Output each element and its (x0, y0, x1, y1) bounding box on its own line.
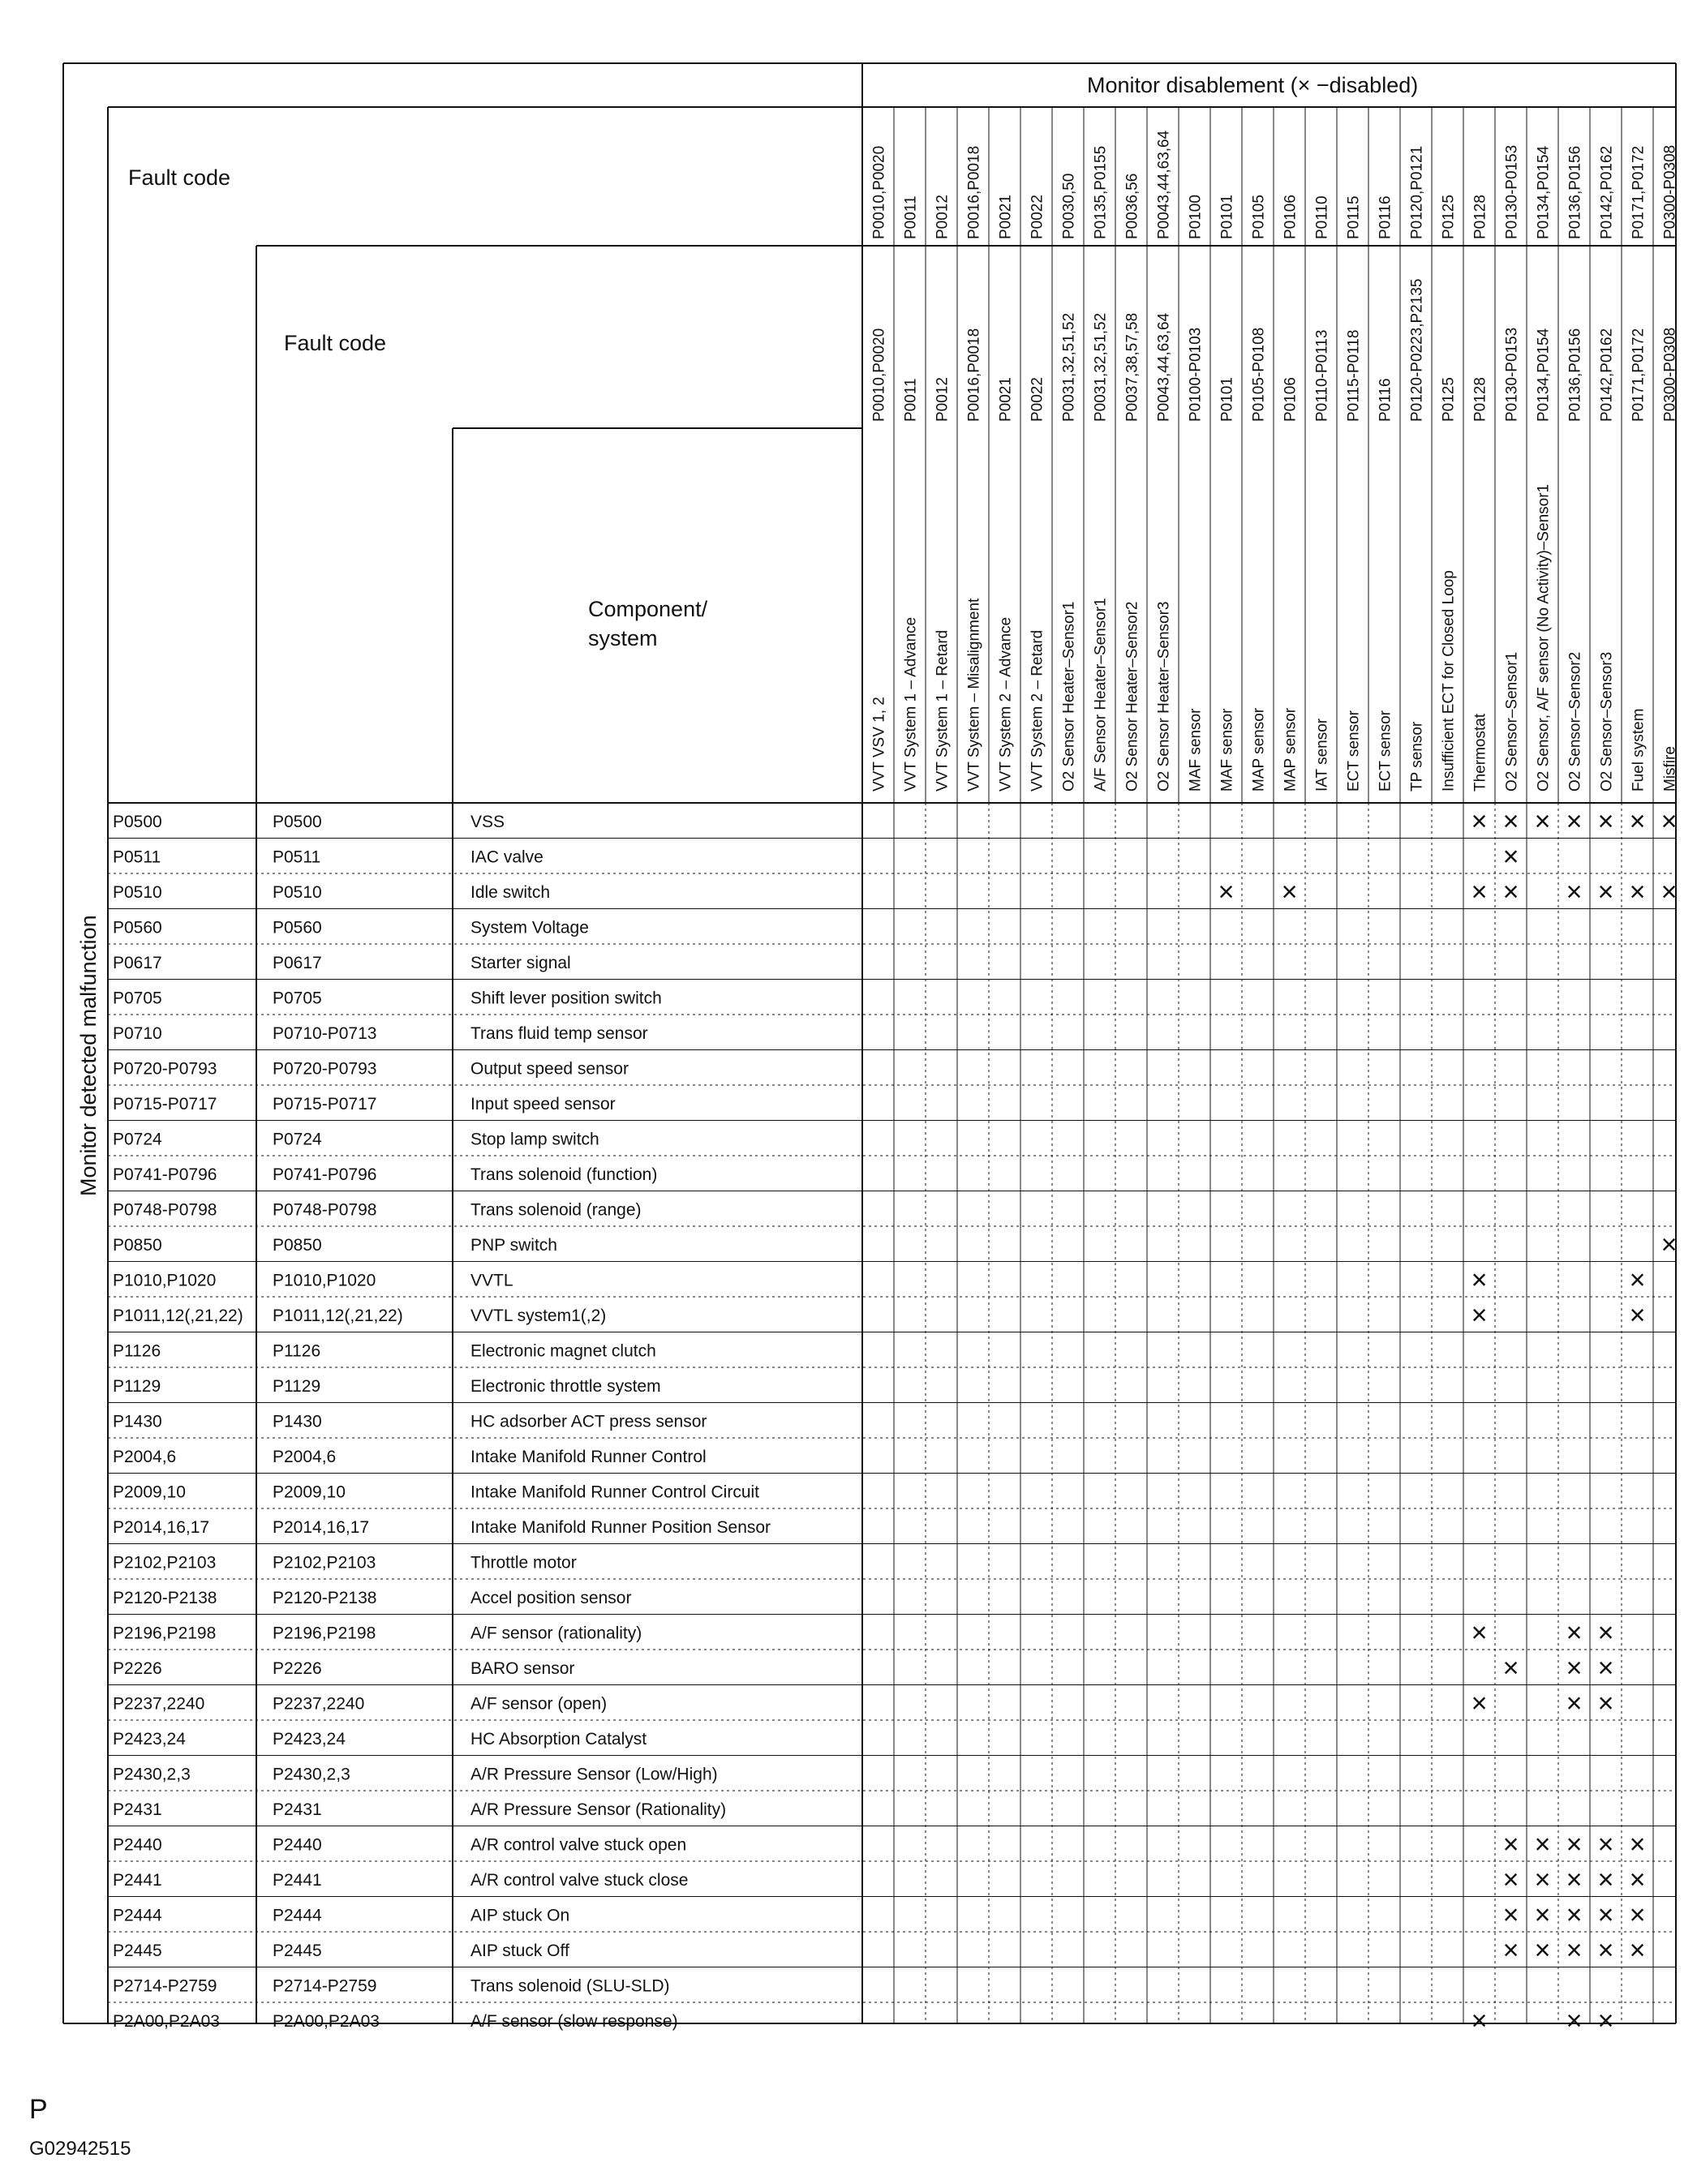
table-row (113, 813, 505, 831)
column-code-top: P0105 (1250, 195, 1268, 239)
disable-mark: × (1566, 2005, 1583, 2036)
component-system-line1: Component/ (588, 597, 708, 621)
row-fault-code-detail: P0710-P0713 (273, 1023, 377, 1043)
column-component: Thermostat (1471, 713, 1489, 792)
row-fault-code-detail: P1430 (273, 1412, 322, 1431)
row-component: Trans solenoid (range) (470, 1200, 642, 1220)
figure-id: G02942515 (29, 2138, 131, 2160)
row-component: AIP stuck Off (470, 1941, 569, 1960)
table-row (113, 1835, 686, 1854)
disable-mark: × (1597, 1899, 1614, 1931)
column-code-mid: P0300-P0308 (1661, 327, 1679, 422)
column-code-top: P0128 (1471, 195, 1489, 239)
disable-mark: × (1597, 1617, 1614, 1649)
row-component: Intake Manifold Runner Position Sensor (470, 1517, 771, 1537)
disable-mark: × (1629, 805, 1646, 837)
disable-mark: × (1281, 876, 1298, 907)
column-code-mid: P0037,38,57,58 (1123, 312, 1141, 422)
row-fault-code: P0741-P0796 (113, 1165, 217, 1184)
column-code-top: P0016,P0018 (965, 145, 983, 239)
row-fault-code-detail: P2445 (273, 1941, 322, 1960)
column-component: MAP sensor (1282, 707, 1300, 792)
disable-mark: × (1597, 876, 1614, 907)
row-component: PNP switch (470, 1235, 557, 1255)
row-fault-code: P2430,2,3 (113, 1765, 191, 1784)
column-code-mid: P0101 (1218, 377, 1236, 422)
row-fault-code: P2445 (113, 1941, 162, 1960)
row-fault-code-detail: P1010,P1020 (273, 1271, 376, 1290)
column-code-mid: P0130-P0153 (1503, 327, 1521, 422)
column-code-mid: P0100-P0103 (1187, 327, 1205, 422)
row-fault-code-detail: P2014,16,17 (273, 1517, 370, 1537)
column-code-mid: P0010,P0020 (870, 328, 888, 422)
row-component: HC Absorption Catalyst (470, 1729, 647, 1748)
disable-mark: × (1597, 1688, 1614, 1719)
row-component: Trans solenoid (SLU-SLD) (470, 1976, 670, 1996)
disable-mark: × (1502, 876, 1519, 907)
disable-mark: × (1566, 1864, 1583, 1895)
row-component: A/F sensor (rationality) (470, 1624, 642, 1643)
row-component: VVTL system1(,2) (470, 1306, 607, 1325)
footer-letter: P (29, 2094, 48, 2125)
component-system-heading (588, 597, 714, 650)
column-component: O2 Sensor, A/F sensor (No Activity)–Sensor1 (1535, 483, 1553, 792)
row-fault-code: P2444 (113, 1906, 162, 1925)
column-component: A/F Sensor Heater–Sensor1 (1092, 598, 1110, 792)
row-fault-code-detail: P0511 (273, 847, 321, 867)
row-component: Shift lever position switch (470, 989, 662, 1008)
row-component: AIP stuck On (470, 1906, 570, 1925)
column-code-top: P0115 (1345, 195, 1363, 239)
row-fault-code-detail: P2444 (273, 1906, 322, 1925)
column-code-top: P0012 (934, 195, 952, 239)
row-fault-code-detail: P0741-P0796 (273, 1165, 377, 1184)
table-row (113, 954, 571, 972)
column-components (871, 484, 1679, 792)
row-component: A/R Pressure Sensor (Low/High) (470, 1765, 718, 1784)
column-component: O2 Sensor Heater–Sensor3 (1155, 601, 1173, 792)
row-fault-code: P0560 (113, 918, 162, 938)
disable-mark: × (1629, 1934, 1646, 1966)
row-fault-code-detail: P0617 (273, 953, 322, 972)
row-fault-code-detail: P2440 (273, 1835, 322, 1855)
disable-mark: × (1629, 1899, 1646, 1931)
table-rows (113, 813, 771, 2031)
column-component: VVT System – Misalignment (965, 598, 983, 792)
row-fault-code: P2009,10 (113, 1482, 186, 1502)
row-fault-code: P0511 (113, 847, 161, 867)
column-component: VVT System 1 – Retard (934, 629, 952, 792)
row-component: Input speed sensor (470, 1094, 616, 1113)
row-fault-code: P0710 (113, 1023, 162, 1043)
row-component: A/R control valve stuck close (470, 1870, 689, 1890)
row-component: Trans fluid temp sensor (470, 1023, 648, 1043)
column-code-top: P0100 (1187, 195, 1205, 239)
row-component: A/R Pressure Sensor (Rationality) (470, 1800, 727, 1819)
disable-mark: × (1660, 876, 1678, 907)
table-row (113, 1377, 661, 1396)
disable-mark: × (1597, 1829, 1614, 1860)
row-fault-code-detail: P1126 (273, 1341, 321, 1361)
table-row (113, 1976, 669, 1995)
row-fault-code: P1010,P1020 (113, 1271, 217, 1290)
disable-mark: × (1566, 1829, 1583, 1860)
row-fault-code-detail: P2226 (273, 1658, 322, 1678)
disable-mark: × (1502, 841, 1519, 873)
row-fault-code: P0720-P0793 (113, 1059, 217, 1079)
column-code-top: P0022 (1029, 195, 1046, 239)
disable-mark: × (1471, 1299, 1488, 1331)
disable-mark: × (1502, 1829, 1519, 1860)
row-fault-code-detail: P2004,6 (273, 1447, 337, 1466)
row-fault-code: P2440 (113, 1835, 162, 1855)
column-code-mid: P0031,32,51,52 (1060, 312, 1078, 422)
row-fault-code: P0724 (113, 1130, 162, 1149)
column-component: MAF sensor (1187, 708, 1205, 792)
column-code-mid: P0142,P0162 (1598, 328, 1616, 422)
column-code-mid: P0016,P0018 (965, 328, 983, 422)
column-component: VVT VSV 1, 2 (870, 697, 888, 792)
column-code-mid: P0125 (1440, 377, 1458, 422)
row-fault-code-detail: P2430,2,3 (273, 1765, 350, 1784)
disable-mark: × (1566, 876, 1583, 907)
column-component: Misfire (1661, 746, 1679, 792)
table-row (113, 1589, 631, 1607)
disable-mark: × (1597, 1864, 1614, 1895)
row-fault-code: P1126 (113, 1341, 161, 1361)
disable-mark: × (1660, 805, 1678, 837)
row-fault-code-detail: P2423,24 (273, 1729, 346, 1748)
column-code-mid: P0136,P0156 (1566, 328, 1584, 422)
table-row (113, 1694, 607, 1713)
column-component: Fuel system (1630, 708, 1648, 792)
table-row (113, 1130, 599, 1148)
row-fault-code-detail: P0850 (273, 1235, 322, 1255)
column-component: O2 Sensor–Sensor1 (1503, 651, 1521, 792)
row-component: Idle switch (470, 882, 551, 902)
table-row (113, 989, 662, 1007)
column-component: TP sensor (1408, 721, 1426, 792)
row-fault-code: P0705 (113, 989, 162, 1008)
column-code-mid: P0021 (997, 377, 1015, 422)
column-codes-top (871, 130, 1679, 239)
row-fault-code: P2237,2240 (113, 1694, 205, 1714)
row-fault-code-detail: P0510 (273, 882, 322, 902)
disable-mark: × (1471, 805, 1488, 837)
table-row (113, 883, 550, 902)
column-code-top: P0110 (1313, 195, 1331, 239)
disable-mark: × (1629, 1264, 1646, 1296)
table-row (113, 1236, 557, 1255)
disable-mark: × (1534, 1934, 1551, 1966)
row-fault-code: P1430 (113, 1412, 162, 1431)
column-component: MAP sensor (1250, 707, 1268, 792)
disable-mark: × (1502, 1652, 1519, 1684)
row-component: Trans solenoid (function) (470, 1165, 658, 1184)
column-code-top: P0142,P0162 (1598, 145, 1616, 239)
row-fault-code: P1011,12(,21,22) (113, 1306, 243, 1325)
disable-mark: × (1534, 1829, 1551, 1860)
row-fault-code-detail: P0705 (273, 989, 322, 1008)
column-code-mid: P0043,44,63,64 (1155, 312, 1173, 422)
table-row (113, 2012, 678, 2031)
column-code-top: P0125 (1440, 195, 1458, 239)
column-code-mid: P0011 (902, 378, 920, 422)
disable-mark: × (1629, 1299, 1646, 1331)
table-row (113, 1871, 688, 1890)
disable-mark: × (1566, 1934, 1583, 1966)
row-fault-code: P0500 (113, 812, 162, 831)
column-code-top: P0120,P0121 (1408, 145, 1426, 239)
row-fault-code: P2014,16,17 (113, 1517, 210, 1537)
table-row (113, 1024, 648, 1043)
row-component: Throttle motor (470, 1553, 577, 1573)
fault-code-heading-mid: Fault code (284, 331, 387, 355)
column-code-top: P0136,P0156 (1566, 145, 1584, 239)
column-code-mid: P0120-P0223,P2135 (1408, 278, 1426, 422)
column-code-top: P0030,50 (1060, 173, 1078, 239)
column-code-mid: P0022 (1029, 377, 1046, 422)
row-component: A/R control valve stuck open (470, 1835, 687, 1855)
disable-mark: × (1502, 1899, 1519, 1931)
row-fault-code: P0850 (113, 1235, 162, 1255)
column-code-mid: P0031,32,51,52 (1092, 312, 1110, 422)
disable-mark: × (1597, 1652, 1614, 1684)
row-fault-code: P2226 (113, 1658, 162, 1678)
column-code-top: P0134,P0154 (1535, 145, 1553, 239)
row-component: Intake Manifold Runner Control Circuit (470, 1482, 759, 1502)
disable-mark: × (1502, 1934, 1519, 1966)
disable-marks (1218, 806, 1678, 2036)
row-component: Electronic magnet clutch (470, 1341, 656, 1361)
disable-mark: × (1566, 1617, 1583, 1649)
table-row (113, 1095, 616, 1113)
row-component: A/F sensor (slow response) (470, 2011, 678, 2031)
column-code-top: P0011 (902, 195, 920, 239)
table-row (113, 847, 543, 866)
row-fault-code-detail: P0560 (273, 918, 322, 938)
row-component: System Voltage (470, 918, 589, 938)
disable-mark: × (1471, 876, 1488, 907)
disable-mark: × (1629, 876, 1646, 907)
row-fault-code-detail: P2196,P2198 (273, 1624, 376, 1643)
column-code-top: P0135,P0155 (1092, 145, 1110, 239)
row-component: Output speed sensor (470, 1059, 629, 1079)
row-fault-code-detail: P2237,2240 (273, 1694, 365, 1714)
column-component: ECT sensor (1345, 710, 1363, 792)
column-component: IAT sensor (1313, 718, 1331, 792)
table-row (113, 1518, 771, 1537)
column-code-top: P0036,56 (1123, 173, 1141, 239)
disable-mark: × (1629, 1829, 1646, 1860)
row-component: Electronic throttle system (470, 1376, 661, 1396)
column-code-mid: P0106 (1282, 377, 1300, 422)
table-row (113, 1553, 577, 1572)
disable-mark: × (1218, 876, 1235, 907)
disable-mark: × (1471, 1688, 1488, 1719)
column-code-mid: P0105-P0108 (1250, 327, 1268, 422)
column-code-mid: P0012 (934, 377, 952, 422)
table-row (113, 1906, 569, 1924)
row-component: A/F sensor (open) (470, 1694, 608, 1714)
row-fault-code-detail: P0500 (273, 812, 322, 831)
column-code-mid: P0110-P0113 (1313, 329, 1331, 422)
table-row (113, 1059, 629, 1078)
table-row (113, 1765, 718, 1783)
table-row (113, 1307, 606, 1325)
disable-mark: × (1534, 1899, 1551, 1931)
row-component: VSS (470, 812, 505, 831)
column-component: O2 Sensor–Sensor2 (1566, 651, 1584, 792)
disable-mark: × (1502, 805, 1519, 837)
row-fault-code-detail: P1011,12(,21,22) (273, 1306, 403, 1325)
column-codes-mid (871, 279, 1679, 422)
column-component: ECT sensor (1377, 710, 1394, 792)
table-row (113, 1482, 759, 1501)
row-component: VVTL (470, 1271, 513, 1290)
table-row (113, 918, 589, 937)
disable-mark: × (1566, 805, 1583, 837)
column-component: O2 Sensor Heater–Sensor2 (1123, 601, 1141, 792)
table-row (113, 1624, 642, 1642)
monitor-detected-malfunction-label: Monitor detected malfunction (76, 915, 101, 1196)
disable-mark: × (1471, 1617, 1488, 1649)
disable-mark: × (1660, 1229, 1678, 1260)
row-fault-code: P2004,6 (113, 1447, 177, 1466)
column-component: MAF sensor (1218, 708, 1236, 792)
column-code-top: P0116 (1377, 195, 1394, 239)
disable-mark: × (1534, 805, 1551, 837)
column-code-top: P0043,44,63,64 (1155, 130, 1173, 239)
row-fault-code: P2441 (113, 1870, 162, 1890)
column-code-top: P0171,P0172 (1630, 145, 1648, 239)
row-component: Starter signal (470, 953, 571, 972)
column-component: VVT System 2 – Retard (1029, 629, 1046, 792)
table-row (113, 1659, 574, 1678)
disable-mark: × (1566, 1652, 1583, 1684)
row-component: Stop lamp switch (470, 1130, 599, 1149)
component-system-line2: system (588, 626, 658, 650)
row-fault-code-detail: P2009,10 (273, 1482, 346, 1502)
disable-mark: × (1597, 805, 1614, 837)
row-fault-code: P2431 (113, 1800, 162, 1819)
column-component: O2 Sensor Heater–Sensor1 (1060, 601, 1078, 792)
fault-code-heading-top: Fault code (128, 165, 231, 190)
disable-mark: × (1502, 1864, 1519, 1895)
row-fault-code-detail: P2441 (273, 1870, 322, 1890)
table-row (113, 1200, 642, 1219)
table-row (113, 1730, 647, 1748)
row-component: Accel position sensor (470, 1588, 632, 1607)
column-code-top: P0106 (1282, 195, 1300, 239)
row-fault-code-detail: P0720-P0793 (273, 1059, 377, 1079)
row-component: IAC valve (470, 847, 543, 867)
row-component: BARO sensor (470, 1658, 575, 1678)
row-fault-code: P2714-P2759 (113, 1976, 217, 1996)
row-fault-code-detail: P0724 (273, 1130, 322, 1149)
table-row (113, 1942, 569, 1960)
row-fault-code: P0510 (113, 882, 162, 902)
column-code-mid: P0128 (1471, 377, 1489, 422)
disable-mark: × (1566, 1688, 1583, 1719)
disable-mark: × (1534, 1864, 1551, 1895)
column-code-top: P0010,P0020 (870, 145, 888, 239)
column-code-top: P0130-P0153 (1503, 144, 1521, 239)
table-row (113, 1341, 656, 1360)
disable-mark: × (1597, 2005, 1614, 2036)
monitor-disablement-title: Monitor disablement (× −disabled) (1087, 73, 1419, 97)
disable-mark: × (1471, 2005, 1488, 2036)
row-fault-code: P0617 (113, 953, 162, 972)
row-fault-code: P2120-P2138 (113, 1588, 217, 1607)
row-fault-code: P0715-P0717 (113, 1094, 217, 1113)
column-code-mid: P0116 (1377, 378, 1394, 422)
column-component: Insufficient ECT for Closed Loop (1440, 570, 1458, 792)
row-fault-code: P2A00,P2A03 (113, 2011, 220, 2031)
row-fault-code-detail: P2102,P2103 (273, 1553, 376, 1573)
row-fault-code-detail: P2120-P2138 (273, 1588, 377, 1607)
table-row (113, 1412, 707, 1431)
row-fault-code: P0748-P0798 (113, 1200, 217, 1220)
table-row (113, 1165, 657, 1184)
row-fault-code-detail: P2A00,P2A03 (273, 2011, 380, 2031)
disable-mark: × (1597, 1934, 1614, 1966)
column-component: O2 Sensor–Sensor3 (1598, 651, 1616, 792)
column-code-mid: P0134,P0154 (1535, 328, 1553, 422)
disable-mark: × (1566, 1899, 1583, 1931)
row-fault-code-detail: P2714-P2759 (273, 1976, 377, 1996)
row-fault-code-detail: P0715-P0717 (273, 1094, 377, 1113)
column-component: VVT System 1 – Advance (902, 616, 920, 792)
row-fault-code: P2423,24 (113, 1729, 186, 1748)
column-code-mid: P0115-P0118 (1345, 329, 1363, 422)
column-code-top: P0101 (1218, 195, 1236, 239)
disable-mark: × (1471, 1264, 1488, 1296)
row-component: Intake Manifold Runner Control (470, 1447, 707, 1466)
row-fault-code: P2196,P2198 (113, 1624, 217, 1643)
column-component: VVT System 2 – Advance (997, 616, 1015, 792)
disable-mark: × (1629, 1864, 1646, 1895)
row-fault-code: P1129 (113, 1376, 161, 1396)
row-fault-code-detail: P0748-P0798 (273, 1200, 377, 1220)
column-code-top: P0300-P0308 (1661, 144, 1679, 239)
row-fault-code-detail: P1129 (273, 1376, 321, 1396)
column-code-top: P0021 (997, 195, 1015, 239)
table-row (113, 1448, 707, 1466)
table-row (113, 1800, 726, 1819)
column-code-mid: P0171,P0172 (1630, 328, 1648, 422)
row-fault-code: P2102,P2103 (113, 1553, 217, 1573)
row-component: HC adsorber ACT press sensor (470, 1412, 707, 1431)
row-fault-code-detail: P2431 (273, 1800, 322, 1819)
